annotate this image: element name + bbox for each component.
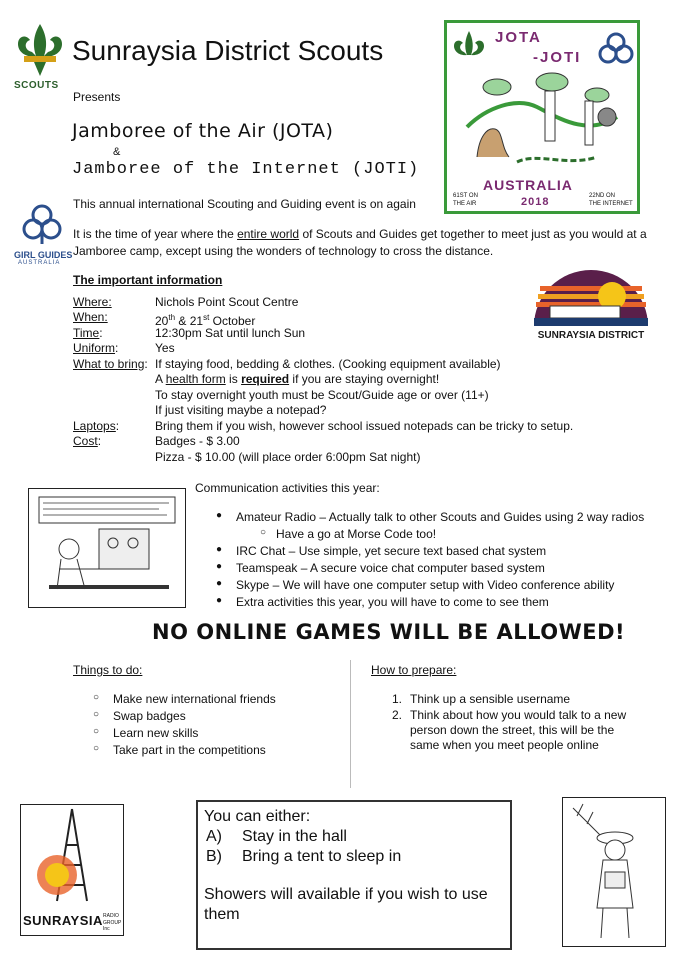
bring-2: [155, 372, 439, 387]
time-value: 12:30pm Sat until lunch Sun: [155, 326, 306, 340]
bring-2a: A: [155, 372, 166, 386]
comm-item-text: Teamspeak – A secure voice chat computer based system: [236, 561, 545, 575]
uniform-value: Yes: [155, 341, 175, 355]
uniform-colon: :: [115, 341, 119, 355]
bring-label: [73, 357, 148, 372]
jota-joti-poster: [444, 20, 640, 214]
cost-1: Badges - $ 3.00: [155, 434, 240, 448]
circle-bullet-icon: ○: [93, 692, 100, 703]
cost-label-text: Cost: [73, 434, 98, 448]
radio-group-name: SUNRAYSIA: [23, 913, 103, 928]
radio-tower-icon: [21, 805, 123, 909]
prepare-heading: How to prepare:: [371, 663, 457, 677]
jota-title: Jamboree of the Air (JOTA): [72, 120, 334, 142]
uniform-label: [73, 341, 118, 356]
bring-2c: is: [225, 372, 242, 386]
bring-1: If staying food, bedding & clothes. (Cooking equipment available): [155, 357, 501, 371]
comm-item-text: IRC Chat – Use simple, yet secure text based chat system: [236, 544, 547, 558]
guides-line1: GIRL GUIDES: [14, 250, 73, 260]
when-end: October: [209, 314, 256, 328]
circle-bullet-icon: ○: [93, 709, 100, 720]
when-sup1: th: [168, 313, 176, 322]
para-before: It is the time of year where the: [73, 227, 238, 241]
guides-line2: AUSTRALIA: [18, 260, 61, 266]
ampersand: &: [113, 146, 121, 158]
poster-left-caption-2: THE AIR: [453, 201, 477, 207]
bring-4: If just visiting maybe a notepad?: [155, 403, 327, 417]
comm-item-text: Amateur Radio – Actually talk to other Scouts and Guides using 2 way radios: [236, 510, 645, 524]
presents-text: Presents: [73, 90, 121, 104]
bullet-icon: ●: [216, 578, 223, 589]
girl-guides-logo: [14, 202, 73, 274]
prepare-item: [392, 708, 640, 753]
bring-2e: if you are staying overnight!: [289, 372, 440, 386]
sleeping-options-box: [196, 800, 512, 950]
things-heading: Things to do:: [73, 663, 143, 677]
time-colon: :: [99, 326, 103, 340]
bring-colon: :: [144, 357, 148, 371]
things-item-text: Learn new skills: [113, 726, 199, 740]
comm-item-text: Skype – We will have one computer setup with Video conference ability: [236, 578, 615, 592]
laptops-label-text: Laptops: [73, 419, 116, 433]
circle-bullet-icon: ○: [260, 527, 267, 538]
bring-2b: health form: [165, 372, 226, 386]
uniform-label-text: Uniform: [73, 341, 116, 355]
joti-title: Jamboree of the Internet (JOTI): [72, 160, 420, 179]
things-item-text: Take part in the competitions: [113, 743, 266, 757]
prepare-item-text: Think about how you would talk to a new person down the street, this will be the same when you meet people online: [410, 708, 627, 752]
sunset-graphic: [530, 266, 652, 330]
poster-title-left: JOTA: [495, 29, 542, 46]
where-label: Where:: [73, 295, 112, 309]
option-b-text: Bring a tent to sleep in: [242, 848, 402, 865]
poster-illustration: [457, 67, 633, 171]
cost-label: [73, 434, 101, 449]
scout-with-antenna-cartoon: [563, 798, 665, 946]
things-item: [93, 709, 186, 723]
trefoil-icon: [597, 31, 635, 69]
no-games-banner: NO ONLINE GAMES WILL BE ALLOWED!: [152, 620, 626, 644]
option-a-text: Stay in the hall: [242, 828, 347, 845]
laptops-value: Bring them if you wish, however school issued notepads can be tricky to setup.: [155, 419, 574, 433]
things-item-text: Swap badges: [113, 709, 186, 723]
time-label-text: Time: [73, 326, 100, 340]
when-mid: & 21: [175, 314, 204, 328]
cost-colon: :: [97, 434, 102, 448]
poster-right-caption-2: THE INTERNET: [589, 201, 633, 207]
comm-item-teamspeak: [216, 561, 545, 575]
either-heading: You can either:: [204, 808, 311, 825]
things-item: [93, 726, 199, 740]
poster-left-caption-1: 61ST ON: [453, 193, 478, 199]
trefoil-icon: [20, 202, 64, 246]
showers-text: Showers will available if you wish to use them: [204, 886, 488, 923]
para-after: of Scouts and Guides get together to meet just as you would at a Jamboree camp, except using the wonders of technology to cross the distance.: [73, 227, 647, 258]
comm-item-extra: [216, 595, 549, 609]
poster-title-right: -JOTI: [533, 49, 582, 66]
when-label: When:: [73, 310, 108, 324]
prepare-item: [392, 692, 640, 707]
communication-heading: Communication activities this year:: [195, 481, 380, 495]
bullet-icon: ●: [216, 595, 223, 606]
comm-item-skype: [216, 578, 615, 592]
circle-bullet-icon: ○: [93, 726, 100, 737]
scout-radio-cartoon: [562, 797, 666, 947]
bullet-icon: ●: [216, 510, 223, 521]
where-value: Nichols Point Scout Centre: [155, 295, 299, 309]
option-a-label: A): [206, 828, 222, 845]
radio-group-sub1: RADIO: [103, 913, 119, 919]
comm-subitem-morse: [260, 527, 437, 541]
laptops-label: [73, 419, 119, 434]
bring-2d: required: [241, 372, 290, 386]
poster-year: 2018: [521, 196, 550, 208]
comm-item-radio: [216, 510, 645, 524]
radio-cartoon: [28, 488, 186, 608]
bring-label-text: What to bring: [73, 357, 145, 371]
comm-item-text: Have a go at Morse Code too!: [276, 527, 437, 541]
things-item: [93, 743, 266, 757]
bullet-icon: ●: [216, 561, 223, 572]
intro-text: This annual international Scouting and Guiding event is on again: [73, 197, 416, 211]
when-sup2: st: [203, 313, 210, 322]
para-underlined: entire world: [237, 227, 300, 241]
prepare-number: 2.: [392, 708, 403, 722]
option-b-label: B): [206, 848, 222, 865]
comm-item-text: Extra activities this year, you will have to come to see them: [236, 595, 549, 609]
page-title: Sunraysia District Scouts: [72, 35, 384, 66]
prepare-item-text: Think up a sensible username: [410, 692, 571, 706]
important-heading: The important information: [73, 273, 223, 287]
radio-operator-cartoon: [29, 489, 185, 607]
column-divider: [350, 660, 351, 788]
bring-3: To stay overnight youth must be Scout/Guide age or over (11+): [155, 388, 489, 402]
radio-group-sub2: GROUP Inc: [103, 920, 122, 932]
things-item: [93, 692, 276, 706]
laptops-colon: :: [115, 419, 120, 433]
poster-country: AUSTRALIA: [483, 177, 573, 193]
when-day1: 20: [155, 314, 169, 328]
prepare-number: 1.: [392, 692, 403, 706]
intro-paragraph: [73, 226, 653, 260]
circle-bullet-icon: ○: [93, 743, 100, 754]
cost-2: Pizza - $ 10.00 (will place order 6:00pm Sat night): [155, 450, 421, 464]
comm-item-irc: [216, 544, 547, 558]
district-logo-text: SUNRAYSIA DISTRICT: [537, 330, 645, 341]
bullet-icon: ●: [216, 544, 223, 555]
sunraysia-district-logo: [530, 266, 652, 344]
scouts-logo-text: SCOUTS: [14, 80, 59, 91]
things-item-text: Make new international friends: [113, 692, 276, 706]
fleur-de-lis-icon: [451, 29, 487, 69]
poster-right-caption-1: 22ND ON: [589, 193, 616, 199]
time-label: [73, 326, 103, 341]
sunraysia-radio-group-logo: [20, 804, 124, 936]
